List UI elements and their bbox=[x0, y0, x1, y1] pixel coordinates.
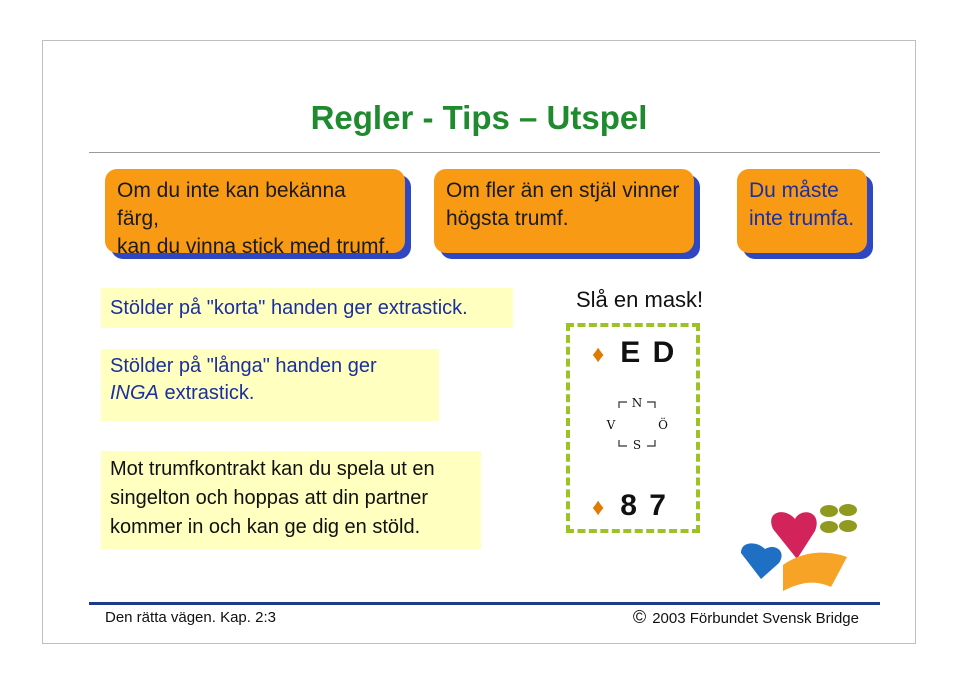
tip-short-hand bbox=[101, 288, 513, 328]
south-hand-cards: 8 7 bbox=[620, 489, 668, 522]
tip-long-hand-rest: extrastick. bbox=[158, 382, 255, 404]
footer-chapter: Den rätta vägen. Kap. 2:3 bbox=[105, 609, 276, 626]
title-divider bbox=[89, 152, 880, 153]
rule-box-2 bbox=[434, 169, 694, 253]
tip-long-hand-emphasis: INGA bbox=[110, 382, 159, 404]
tip-singleton-line3: kommer in och kan ge dig en stöld. bbox=[110, 516, 421, 538]
rule-box-2-line2: högsta trumf. bbox=[446, 207, 569, 230]
rule-box-3 bbox=[737, 169, 867, 253]
bridge-federation-logo bbox=[735, 501, 865, 601]
page-title: Regler - Tips – Utspel bbox=[310, 99, 648, 136]
copyright-icon: © bbox=[632, 607, 647, 627]
tip-singleton-line1: Mot trumfkontrakt kan du spela ut en bbox=[110, 458, 435, 480]
tip-long-hand-line1: Stölder på "långa" handen ger bbox=[110, 355, 377, 377]
compass-north: N bbox=[631, 396, 643, 410]
north-hand-cards: E D bbox=[620, 336, 677, 369]
diamond-icon: ♦ bbox=[592, 494, 607, 521]
tip-short-hand-text: Stölder på "korta" handen ger extrastick. bbox=[110, 297, 468, 319]
compass-west: V bbox=[606, 418, 616, 432]
tip-singleton-line2: singelton och hoppas att din partner bbox=[110, 487, 428, 509]
south-hand bbox=[592, 489, 668, 523]
footer-divider bbox=[89, 602, 880, 605]
tip-long-hand-line2 bbox=[110, 380, 430, 407]
mask-title: Slå en mask! bbox=[576, 287, 704, 312]
slide bbox=[42, 40, 916, 644]
tip-long-hand bbox=[101, 349, 439, 421]
compass-south: S bbox=[632, 438, 642, 452]
north-hand bbox=[592, 336, 676, 370]
rule-box-1-line1: Om du inte kan bekänna färg, bbox=[117, 179, 346, 230]
compass-diagram bbox=[605, 396, 669, 452]
rule-box-3-line2: inte trumfa. bbox=[749, 207, 855, 230]
footer-copyright-text: 2003 Förbundet Svensk Bridge bbox=[652, 610, 859, 627]
rule-box-1 bbox=[105, 169, 405, 258]
tip-singleton bbox=[101, 451, 481, 549]
rule-box-2-line1: Om fler än en stjäl vinner bbox=[446, 179, 680, 202]
diamond-icon: ♦ bbox=[592, 341, 607, 368]
compass-east: Ö bbox=[658, 418, 668, 432]
rule-box-1-line2: kan du vinna stick med trumf. bbox=[117, 235, 391, 258]
rule-box-3-line1: Du måste bbox=[749, 179, 839, 202]
footer-copyright bbox=[633, 607, 859, 628]
